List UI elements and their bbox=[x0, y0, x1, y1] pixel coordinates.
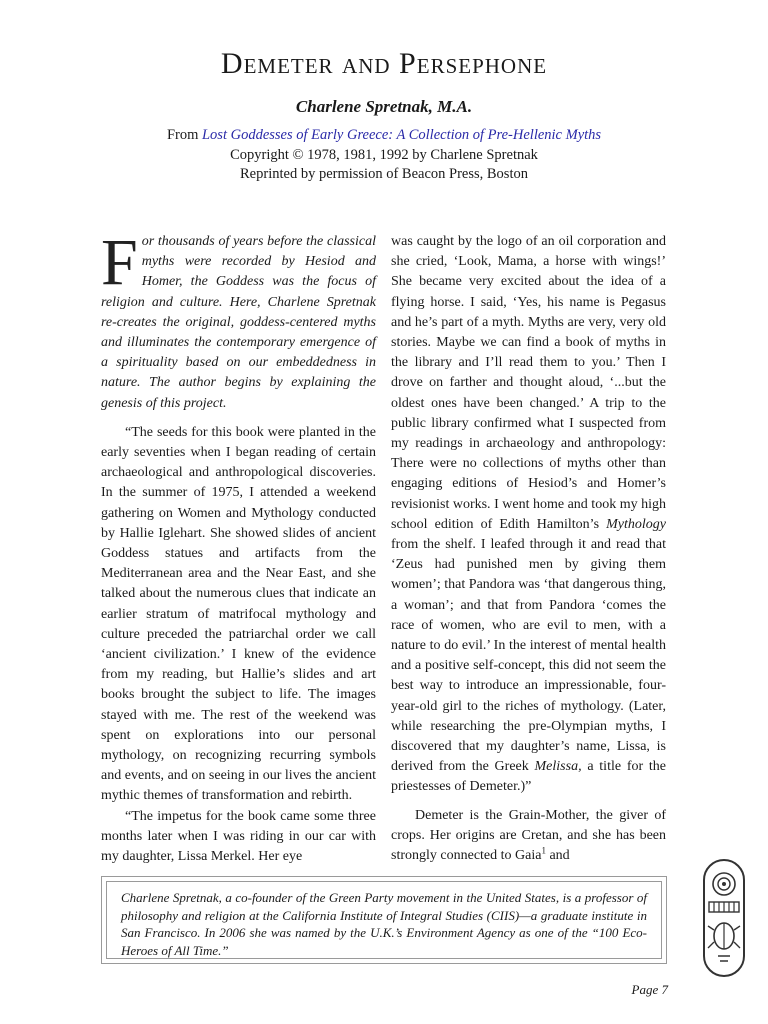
book-title-mythology: Mythology bbox=[606, 516, 666, 532]
body-paragraph: “The seeds for this book were planted in the early seventies when I began reading of certain archaeological and anthropological discoveries. In the summer of 1975, I attended a weekend gathering on Women and Mythology conducted by Hallie Iglehart. She showed slides of ancient Goddess statues and artifacts from the Mediterranean area and the Near East, and she talked about the numerous clues that indicate an earlier stratum of matrifocal mythology and culture preceded the patriarchal order we call ‘ancient civilization.’ I knew of the evidence from my reading, but Hallie’s slides and art books brought the subject to life. The images stayed with me. The rest of the weekend was spent on explorations into our personal mythology, on recognizing recurring symbols and events, and on seeing in our lives the ancient mythic themes of transformation and rebirth. bbox=[101, 424, 376, 804]
author-bio-box bbox=[101, 876, 667, 964]
author-bio-text: Charlene Spretnak, a co-founder of the Green Party movement in the United States, is a professor of philosophy and religion at the California Institute of Integral Studies (CIIS)—a graduate institute in San Francisco. In 2006 she was named by the U.K.’s Environment Agency as one of the “100 Eco-Heroes of All Time.” bbox=[106, 881, 662, 959]
source-line bbox=[0, 126, 768, 146]
text-run: was caught by the logo of an oil corporation and she cried, ‘Look, Mama, a horse with wings!’ She became very excited about the idea of a flying horse. I said, ‘Yes, his name is Pegasus and he’s part of a myth. Myths are very, very old stories. Maybe we can find a book of myths in the library and I’ll read them to you.’ Then I drove on farther and thought aloud, ‘...but the oldest ones have been changed.’ A trip to the public library confirmed what I suspected from my readings in archaeology and anthropology: There were no collections of myths other than engaging editions of Hesiod’s and Homer’s revisionist works. I went home and took my high school edition of Edith Hamilton’s bbox=[391, 234, 666, 532]
cartouche-scarab-icon bbox=[700, 858, 748, 978]
text-run: Demeter is the Grain-Mother, the giver of crops. Her origins are Cretan, and she has been strongly connected to Gaia bbox=[391, 807, 666, 864]
intro-text: or thousands of years before the classical myths were recorded by Hesiod and Homer, the Goddess was the focus of religion and culture. Here, Charlene Spretnak re-creates the original, goddess-centered myths and illuminates the contemporary emergence of a spirituality based on our embeddedness in nature. The author begins by explaining the genesis of this project. bbox=[101, 234, 376, 411]
book-title-link[interactable]: Lost Goddesses of Early Greece: A Collection of Pre-Hellenic Myths bbox=[201, 127, 602, 143]
page-title: Demeter and Persephone bbox=[220, 47, 548, 80]
body-paragraph bbox=[391, 806, 666, 867]
credits-block bbox=[0, 126, 768, 185]
from-prefix: From bbox=[166, 127, 202, 143]
author-name: Charlene Spretnak, M.A. bbox=[295, 97, 473, 116]
left-column bbox=[101, 226, 376, 867]
footnote-marker[interactable]: 1 bbox=[541, 845, 546, 856]
text-run: a title for the priestesses of Demeter.)” bbox=[391, 759, 666, 795]
intro-paragraph bbox=[101, 226, 376, 414]
text-run: and bbox=[545, 848, 570, 864]
body-paragraph: “The impetus for the book came some three months later when I was riding in our car with my daughter, Lissa Merkel. Her eye bbox=[101, 808, 376, 865]
copyright-line: Copyright © 1978, 1981, 1992 by Charlene Spretnak bbox=[230, 146, 538, 163]
drop-cap: F bbox=[101, 226, 138, 299]
word-melissa: Melissa, bbox=[534, 759, 582, 775]
body-paragraph bbox=[391, 232, 666, 798]
text-run: from the shelf. I leafed through it and read that ‘Zeus had punished men by giving them women’; that Pandora was ‘that dangerous thing, a woman’; and that from Pandora ‘comes the race of women, who are evil to men, with a nature to do evil.’ In the interest of mental health and a positive self-concept, this did not seem the best way to introduce an impressionable, four-year-old girl to the riches of mythology. (Later, while researching the pre-Olympian myths, I discovered that my daughter’s name, Lissa, is derived from the Greek bbox=[391, 537, 666, 775]
page-number: Page 7 bbox=[631, 982, 668, 997]
right-column bbox=[391, 232, 666, 866]
reprint-line: Reprinted by permission of Beacon Press, Boston bbox=[240, 166, 528, 182]
